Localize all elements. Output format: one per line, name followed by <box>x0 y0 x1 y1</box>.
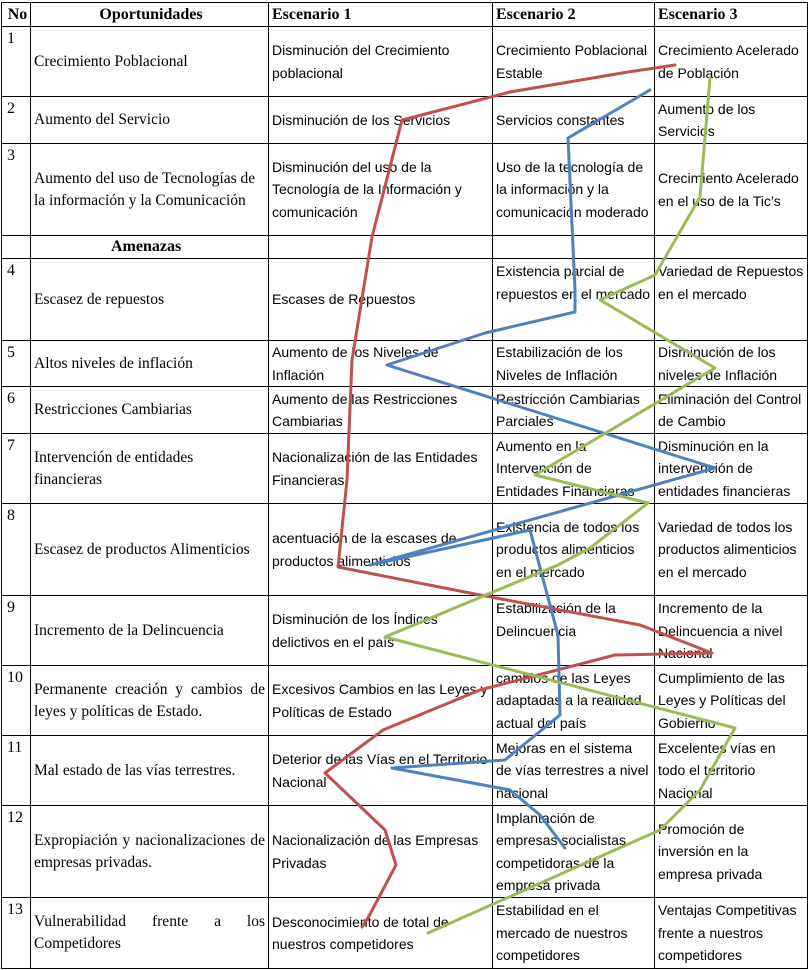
header-escenario-1: Escenario 1 <box>269 3 493 27</box>
factor-cell: Aumento del Servicio <box>31 97 269 144</box>
scenario-1-cell: Escases de Repuestos <box>269 259 493 341</box>
section-no-cell <box>2 236 31 259</box>
row-number: 13 <box>2 898 31 969</box>
row-number: 8 <box>2 504 31 596</box>
scenario-1-cell: Aumento de las Restricciones Cambiarias <box>269 387 493 434</box>
scenario-1-cell: Nacionalización de las Entidades Financieras <box>269 434 493 504</box>
factor-line-2: empresas privadas. <box>34 853 152 871</box>
factor-cell: Escasez de repuestos <box>31 259 269 341</box>
row-number: 12 <box>2 806 31 898</box>
factor-cell: Restricciones Cambiarias <box>31 387 269 434</box>
scenario-1-cell: Excesivos Cambios en las Leyes y Políticas de Estado <box>269 666 493 736</box>
factor-line-1: Expropiación y nacionalizaciones de <box>34 831 265 849</box>
table-row <box>2 806 808 898</box>
scenario-2-cell: Servicios constantes <box>493 97 655 144</box>
row-number: 6 <box>2 387 31 434</box>
factor-line-2: Competidores <box>34 935 121 952</box>
scenario-1-cell: Disminución del uso de la Tecnología de la Información y comunicación <box>269 144 493 236</box>
row-number: 4 <box>2 259 31 341</box>
scenario-3-cell: Eliminación del Control de Cambio <box>655 387 808 434</box>
scenario-3-cell: Promoción de inversión en la empresa privada <box>655 806 808 898</box>
scenario-3-cell: Variedad de Repuestos en el mercado <box>655 259 808 341</box>
scenario-2-cell: Uso de la tecnología de la información y la comunicación moderado <box>493 144 655 236</box>
factor-line-2: leyes y políticas de Estado. <box>34 702 203 720</box>
scenario-1-cell: Desconocimiento de total de nuestros competidores <box>269 898 493 969</box>
scenario-3-cell: Incremento de la Delincuencia a nivel Nacional <box>655 596 808 666</box>
scenario-3-cell: Disminución en la intervención de entidades financieras <box>655 434 808 504</box>
table-row <box>2 97 808 144</box>
scenario-3-cell: Aumento de los Servicios <box>655 97 808 144</box>
scenario-2-cell: Implantación de empresas socialistas competidoras de la empresa privada <box>493 806 655 898</box>
table-row <box>2 736 808 806</box>
scenario-2-cell: Aumento en la Intervención de Entidades Financieras <box>493 434 655 504</box>
table-row <box>2 898 808 969</box>
table-row <box>2 596 808 666</box>
table-row <box>2 27 808 97</box>
header-no: No <box>2 3 31 27</box>
scenario-2-cell: Existencia parcial de repuestos en el mercado <box>493 259 655 341</box>
scenario-3-cell: Crecimiento Acelerado en el uso de la Tic’s <box>655 144 808 236</box>
factor-cell: Incremento de la Delincuencia <box>31 596 269 666</box>
scenario-2-cell: Estabilidad en el mercado de nuestros competidores <box>493 898 655 969</box>
scenario-table <box>1 2 808 969</box>
section-empty-cell <box>655 236 808 259</box>
scenario-1-cell: acentuación de la escases de productos alimenticios <box>269 504 493 596</box>
section-empty-cell <box>493 236 655 259</box>
table-row <box>2 387 808 434</box>
header-escenario-2: Escenario 2 <box>493 3 655 27</box>
row-number: 11 <box>2 736 31 806</box>
factor-line-1: Vulnerabilidad frente a los <box>34 913 265 930</box>
scenario-2-cell: Estabilización de los Niveles de Inflación <box>493 341 655 387</box>
table-row <box>2 341 808 387</box>
row-number: 9 <box>2 596 31 666</box>
row-number: 5 <box>2 341 31 387</box>
factor-cell <box>31 666 269 736</box>
scenario-3-cell: Disminución de los niveles de Inflación <box>655 341 808 387</box>
scenario-3-cell: Ventajas Competitivas frente a nuestros competidores <box>655 898 808 969</box>
scenario-2-cell: cambios de las Leyes adaptadas a la realidad actual del país <box>493 666 655 736</box>
table-row <box>2 504 808 596</box>
table-row <box>2 434 808 504</box>
scenario-2-cell: Existencia de todos los productos alimenticios en el mercado <box>493 504 655 596</box>
factor-cell <box>31 898 269 969</box>
scenario-3-cell: Variedad de todos los productos alimenticios en el mercado <box>655 504 808 596</box>
scenario-1-cell: Disminución de los Índices delictivos en el país <box>269 596 493 666</box>
row-number: 7 <box>2 434 31 504</box>
section-label-amenazas: Amenazas <box>31 236 269 259</box>
table-row <box>2 144 808 236</box>
header-row <box>2 3 808 27</box>
row-number: 2 <box>2 97 31 144</box>
factor-line-1: Permanente creación y cambios de <box>34 680 265 698</box>
factor-cell: Altos niveles de inflación <box>31 341 269 387</box>
scenario-1-cell: Deterior de las Vías en el Territorio Nacional <box>269 736 493 806</box>
scenario-3-cell: Cumplimiento de las Leyes y Políticas del Gobierno <box>655 666 808 736</box>
scenario-1-cell: Aumento de los Niveles de Inflación <box>269 341 493 387</box>
factor-cell: Mal estado de las vías terrestres. <box>31 736 269 806</box>
header-escenario-3: Escenario 3 <box>655 3 808 27</box>
section-row <box>2 236 808 259</box>
scenario-1-cell: Nacionalización de las Empresas Privadas <box>269 806 493 898</box>
scenario-1-cell: Disminución de los Servicios <box>269 97 493 144</box>
scenario-3-cell: Excelentes vías en todo el territorio Nacional <box>655 736 808 806</box>
row-number: 3 <box>2 144 31 236</box>
scenario-2-cell: Crecimiento Poblacional Estable <box>493 27 655 97</box>
section-empty-cell <box>269 236 493 259</box>
header-oportunidades: Oportunidades <box>31 3 269 27</box>
factor-cell: Intervención de entidades financieras <box>31 434 269 504</box>
factor-cell: Crecimiento Poblacional <box>31 27 269 97</box>
table-row <box>2 666 808 736</box>
factor-cell <box>31 806 269 898</box>
scenario-2-cell: Mejoras en el sistema de vías terrestres a nivel nacional <box>493 736 655 806</box>
scenario-2-cell: Restricción Cambiarias Parciales <box>493 387 655 434</box>
factor-cell: Escasez de productos Alimenticios <box>31 504 269 596</box>
row-number: 10 <box>2 666 31 736</box>
row-number: 1 <box>2 27 31 97</box>
table-row <box>2 259 808 341</box>
scenario-3-cell: Crecimiento Acelerado de Población <box>655 27 808 97</box>
scenario-1-cell: Disminución del Crecimiento poblacional <box>269 27 493 97</box>
scenario-2-cell: Estabilización de la Delincuencia <box>493 596 655 666</box>
factor-cell: Aumento del uso de Tecnologías de la información y la Comunicación <box>31 144 269 236</box>
